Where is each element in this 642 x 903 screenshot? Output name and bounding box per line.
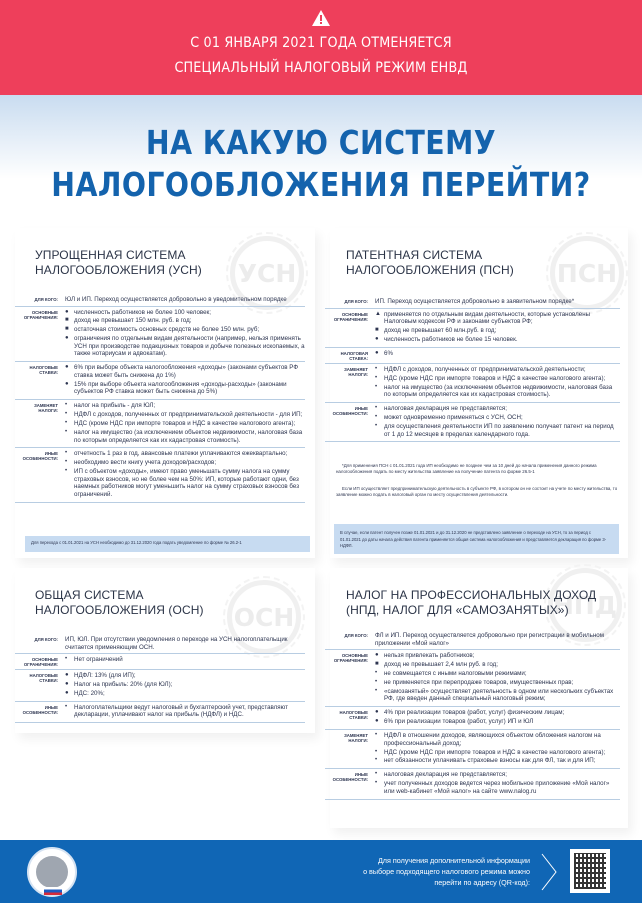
usn-replaces: НДС (кроме НДС при импорте товаров и НДС в качестве налогового агента); bbox=[74, 420, 296, 428]
npd-table: ДЛЯ КОГО: ФЛ и ИП. Переход осуществляется добровольно при регистрации в мобильном приложении «Мой налог» ОСНОВНЫЕ ОГРАНИЧЕНИЯ: ● нельзя привлекать работников; ■ доход не превышает 2,4 млн руб. в год; • не совмещается с иными налоговыми режимами; • не применяется при перепродаже товаров, имущественных прав; • «самозанятый» осуществляет деятельность в одном или нескольких субъектах РФ, где введен данный специальный налоговый режим; НАЛОГОВЫЕ СТАВКИ: ● 4% при реализации товаров (работ, услуг) физическим лицам; ● 6% при реализации товаров (работ, услуг) ИП и ЮЛ ЗАМЕНЯЕТ НАЛОГИ: • НДФЛ в отношении доходов, являющихся объектом обложения налогом на профессиональный доход; • НДС (кроме НДС при импорте товаров и НДС в качестве налогового агента); • нет обязанности уплачивать страховые взносы как для ФЛ, так и для ИП; ИНЫЕ ОСОБЕННОСТИ: • налоговая декларация не представляется; • учет полученных доходов ведется через мобильное приложение «Мой налог» или web-кабинет «Мой налог» на сайте www.nalog.ru bbox=[325, 630, 620, 800]
usn-replaces: налог на прибыль - для ЮЛ; bbox=[74, 402, 156, 410]
card-osn bbox=[15, 568, 315, 733]
banner-line-2: СПЕЦИАЛЬНЫЙ НАЛОГОВЫЙ РЕЖИМ ЕНВД bbox=[174, 60, 468, 76]
footer-bar bbox=[0, 840, 642, 903]
usn-note: Для перехода с 01.01.2021 на УСН необходимо до 31.12.2020 года подать уведомление по форме № 26.2-1 bbox=[25, 536, 310, 552]
npd-replaces: НДФЛ в отношении доходов, являющихся объектом обложения налогом на профессиональный доход; bbox=[384, 732, 601, 747]
psn-table: ДЛЯ КОГО: ИП. Переход осуществляется добровольно в заявительном порядке* ОСНОВНЫЕ ОГРАНИЧЕНИЯ: ▲ применяется по отдельным видам деятельности, которые установлены Налоговым кодексом РФ и законами субъектов РФ; ■ доход не превышает 60 млн.руб. в год; ● численность работников не более 15 человек. НАЛОГОВАЯ СТАВКА: ● 6% ЗАМЕНЯЕТ НАЛОГИ: • НДФЛ с доходов, полученных от предпринимательской деятельности; • НДС (кроме НДС при импорте товаров и НДС в качестве налогового агента); • налог на имущество (за исключением объектов недвижимости, налоговая база по которым определяется как их кадастровая стоимость). ИНЫЕ ОСОБЕННОСТИ: • налоговая декларация не представляется; • может одновременно применяться с УСН, ОСН; • для осуществления деятельности ИП по заявлению получает патент на период от 1 до 12 месяцев в пределах календарного года. bbox=[325, 296, 620, 442]
usn-replaces: налог на имущество (за исключением объектов недвижимости, налоговая база по которым определяется как их кадастровая стоимость). bbox=[74, 428, 303, 444]
label-other: ИНЫЕ ОСОБЕННОСТИ: bbox=[22, 451, 58, 462]
warning-icon: ▲ bbox=[375, 310, 381, 317]
qr-code[interactable] bbox=[570, 849, 610, 893]
percent-icon: ● bbox=[375, 709, 379, 716]
npd-limit: нельзя привлекать работников; bbox=[384, 652, 475, 660]
usn-limit: остаточная стоимость основных средств не более 150 млн. руб; bbox=[74, 326, 260, 334]
osn-title: ОБЩАЯ СИСТЕМА НАЛОГООБЛОЖЕНИЯ (ОСН) bbox=[35, 588, 204, 617]
footer-line: Для получения дополнительной информации bbox=[377, 856, 530, 865]
usn-rate: 6% при выборе объекта налогообложения «доходы» (законами субъектов РФ ставка может быть снижена до 1%) bbox=[74, 364, 299, 379]
label-limits: ОСНОВНЫЕ ОГРАНИЧЕНИЯ: bbox=[333, 311, 368, 322]
psn-replaces: налог на имущество (за исключением объектов недвижимости, налоговая база по которым определяется как их кадастровая стоимость). bbox=[384, 383, 613, 399]
psn-rate: 6% bbox=[384, 349, 393, 357]
percent-icon: ● bbox=[65, 380, 69, 387]
npd-replaces: НДС (кроме НДС при импорте товаров и НДС в качестве налогового агента); bbox=[384, 748, 606, 756]
psn-replaces: НДФЛ с доходов, полученных от предпринимательской деятельности; bbox=[384, 365, 586, 373]
people-icon: ● bbox=[375, 335, 379, 342]
percent-icon: ● bbox=[65, 689, 69, 696]
osn-other: Налогоплательщики ведут налоговый и бухгалтерский учет, представляют декларации, уплачивают налог на прибыль (НДФЛ) и НДС. bbox=[74, 703, 288, 719]
psn-limit: доход не превышает 60 млн.руб. в год; bbox=[384, 327, 497, 335]
label-for-whom: ДЛЯ КОГО: bbox=[34, 297, 58, 302]
money-icon: ■ bbox=[375, 661, 379, 668]
usn-replaces: НДФЛ с доходов, полученных от предпринимательской деятельности - для ИП; bbox=[74, 411, 303, 419]
label-rates: НАЛОГОВЫЕ СТАВКИ: bbox=[339, 710, 368, 721]
npd-rate: 6% при реализации товаров (работ, услуг) ИП и ЮЛ bbox=[384, 718, 534, 726]
footer-line: о выборе подходящего налогового режима можно bbox=[363, 867, 530, 876]
usn-limit: доход не превышает 150 млн. руб. в год; bbox=[74, 317, 192, 325]
footer-text bbox=[330, 855, 530, 888]
title-line-2: НАЛОГООБЛОЖЕНИЯ ПЕРЕЙТИ? bbox=[51, 165, 591, 204]
osn-rate: НДФЛ: 13% (для ИП); bbox=[74, 672, 136, 680]
top-banner bbox=[0, 0, 642, 95]
usn-limit: численность работников не более 100 человек; bbox=[74, 308, 211, 316]
psn-note: В случае, если патент получен позже 01.01.2021 и до 31.12.2020 не представлено заявление о переходе на УСН, то за период с 01.01.2021 до даты начала действия патента применяется общая система налогообложения и представляется декларация по форме 3-НДФЛ. bbox=[334, 524, 619, 554]
usn-rate: 15% при выборе объекта налогообложения «доходы-расходы» (законами субъектов РФ ставка может быть снижена до 5%) bbox=[74, 380, 287, 396]
fns-emblem-logo bbox=[27, 847, 77, 897]
npd-title: НАЛОГ НА ПРОФЕССИОНАЛЬНЫХ ДОХОД (НПД, НАЛОГ ДЛЯ «САМОЗАНЯТЫХ») bbox=[346, 588, 597, 617]
money-icon: ■ bbox=[65, 317, 69, 324]
percent-icon: ● bbox=[375, 349, 379, 356]
people-icon: ● bbox=[375, 652, 379, 659]
label-rate: НАЛОГОВАЯ СТАВКА: bbox=[340, 350, 368, 361]
label-limits: ОСНОВНЫЕ ОГРАНИЧЕНИЯ: bbox=[333, 653, 368, 664]
psn-limit: численность работников не более 15 человек. bbox=[384, 335, 518, 343]
usn-table: ДЛЯ КОГО: ЮЛ и ИП. Переход осуществляется добровольно в уведомительном порядке ОСНОВНЫЕ ОГРАНИЧЕНИЯ: ● численность работников не более 100 человек; ■ доход не превышает 150 млн. руб. в год; ■ остаточная стоимость основных средств не более 150 млн. руб; ● ограничения по отдельным видам деятельности (например, нельзя применять УСН при производстве подакцизных товаров и добыче полезных ископаемых, а также нотариусам и адвокатам). НАЛОГОВЫЕ СТАВКИ: ● 6% при выборе объекта налогообложения «доходы» (законами субъектов РФ ставка может быть снижена до 1%) ● 15% при выборе объекта налогообложения «доходы-расходы» (законами субъектов РФ ставка может быть снижена до 5%) ЗАМЕНЯЕТ НАЛОГИ: • налог на прибыль - для ЮЛ; • НДФЛ с доходов, полученных от предпринимательской деятельности - для ИП; • НДС (кроме НДС при импорте товаров и НДС в качестве налогового агента); • налог на имущество (за исключением объектов недвижимости, налоговая база по которым определяется как их кадастровая стоимость). ИНЫЕ ОСОБЕННОСТИ: • отчетность 1 раз в год, авансовые платежи уплачиваются ежеквартально; • необходимо вести книгу учета доходов/расходов; • ИП с объектом «доходы», имеют право уменьшать сумму налога на сумму страховых взносов, но не более чем на 50%: ИП, которые работают одни, без наемных работников могут уменьшить налог на сумму страховых взносов без ограничений. bbox=[15, 294, 305, 503]
psn-footnote-2: Если ИП осуществляет предпринимательскую деятельность в субъекте РФ, в котором он не состоит на учете по месту жительства, то заявление можно подать в налоговый орган по месту осуществления деятельности. bbox=[336, 486, 618, 497]
npd-stamp: НПД bbox=[548, 568, 622, 642]
label-replaces: ЗАМЕНЯЕТ НАЛОГИ: bbox=[34, 403, 58, 414]
label-other: ИНЫЕ ОСОБЕННОСТИ: bbox=[332, 772, 368, 783]
psn-footnote-1: *Для применения ПСН с 01.01.2021 года ИП необходимо не позднее чем за 10 дней до начала применения данного режима налогообложения подать по месту жительства заявление на получение патента по форме 26.5-1 bbox=[336, 463, 597, 474]
psn-stamp: ПСН bbox=[550, 236, 624, 310]
people-icon: ● bbox=[65, 308, 69, 315]
npd-replaces: нет обязанности уплачивать страховые взносы как для ФЛ, так и для ИП; bbox=[384, 757, 596, 765]
psn-other: для осуществления деятельности ИП по заявлению получает патент на период от 1 до 12 месяцев в пределах календарного года. bbox=[384, 422, 614, 438]
dot-icon: ● bbox=[65, 335, 69, 342]
label-for-whom: ДЛЯ КОГО: bbox=[34, 637, 58, 642]
card-usn bbox=[15, 228, 315, 558]
card-psn bbox=[330, 228, 628, 558]
npd-limit: «самозанятый» осуществляет деятельность в одном или нескольких субъектах РФ, где введен данный специальный налоговый режим; bbox=[384, 687, 614, 703]
osn-rate: Налог на прибыль: 20% (для ЮЛ); bbox=[74, 681, 173, 689]
usn-other: необходимо вести книгу учета доходов/расходов; bbox=[74, 459, 217, 467]
percent-icon: ● bbox=[65, 364, 69, 371]
usn-for-whom: ЮЛ и ИП. Переход осуществляется добровольно в уведомительном порядке bbox=[65, 296, 287, 303]
warning-triangle-icon bbox=[312, 10, 330, 26]
npd-limit: не совмещается с иными налоговыми режимами; bbox=[384, 669, 527, 677]
label-for-whom: ДЛЯ КОГО: bbox=[344, 633, 368, 638]
label-limits: ОСНОВНЫЕ ОГРАНИЧЕНИЯ: bbox=[23, 657, 58, 668]
percent-icon: ● bbox=[375, 718, 379, 725]
label-rates: НАЛОГОВЫЕ СТАВКИ: bbox=[29, 365, 58, 376]
osn-limit: Нет ограничений bbox=[74, 656, 123, 664]
usn-other: отчетность 1 раз в год, авансовые платежи уплачиваются ежеквартально; bbox=[74, 450, 288, 458]
usn-stamp: УСН bbox=[230, 236, 304, 310]
osn-stamp: ОСН bbox=[227, 580, 301, 654]
label-replaces: ЗАМЕНЯЕТ НАЛОГИ: bbox=[344, 366, 368, 377]
label-for-whom: ДЛЯ КОГО: bbox=[344, 299, 368, 304]
money-icon: ■ bbox=[375, 327, 379, 334]
banner-line-1: С 01 ЯНВАРЯ 2021 ГОДА ОТМЕНЯЕТСЯ bbox=[190, 35, 452, 51]
osn-table: ДЛЯ КОГО: ИП, ЮЛ. При отсутствии уведомления о переходе на УСН налогоплательщик считается применяющим ОСН. ОСНОВНЫЕ ОГРАНИЧЕНИЯ: • Нет ограничений НАЛОГОВЫЕ СТАВКИ: ● НДФЛ: 13% (для ИП); ● Налог на прибыль: 20% (для ЮЛ); ● НДС: 20%; ИНЫЕ ОСОБЕННОСТИ: • Налогоплательщики ведут налоговый и бухгалтерский учет, представляют декларации, уплачивают налог на прибыль (НДФЛ) и НДС. bbox=[15, 634, 305, 723]
usn-other: ИП с объектом «доходы», имеют право уменьшать сумму налога на сумму страховых взносов, но не более чем на 50%: ИП, которые работают одни, без наемных работников могут уменьшить налог на сумму страховых взносов без ограничений. bbox=[74, 468, 300, 499]
npd-rate: 4% при реализации товаров (работ, услуг) физическим лицам; bbox=[384, 709, 565, 717]
osn-rate: НДС: 20%; bbox=[74, 689, 105, 697]
npd-other: учет полученных доходов ведется через мобильное приложение «Мой налог» или web-кабинет «Мой налог» на сайте www.nalog.ru bbox=[384, 780, 610, 795]
psn-limit: применяется по отдельным видам деятельности, которые установлены Налоговым кодексом РФ и законами субъектов РФ; bbox=[384, 310, 591, 326]
npd-other: налоговая декларация не представляется; bbox=[384, 771, 507, 779]
label-limits: ОСНОВНЫЕ ОГРАНИЧЕНИЯ: bbox=[23, 309, 58, 320]
psn-other: налоговая декларация не представляется; bbox=[384, 405, 507, 413]
psn-replaces: НДС (кроме НДС при импорте товаров и НДС в качестве налогового агента); bbox=[384, 374, 606, 382]
npd-limit: не применяется при перепродаже товаров, имущественных прав; bbox=[384, 678, 574, 686]
label-other: ИНЫЕ ОСОБЕННОСТИ: bbox=[332, 406, 368, 417]
label-rates: НАЛОГОВЫЕ СТАВКИ: bbox=[29, 673, 58, 684]
npd-for-whom: ФЛ и ИП. Переход осуществляется добровольно при регистрации в мобильном приложении «Мой налог» bbox=[375, 632, 604, 647]
title-line-1: НА КАКУЮ СИСТЕМУ bbox=[145, 123, 497, 162]
npd-limit: доход не превышает 2,4 млн руб. в год; bbox=[384, 661, 498, 669]
osn-for-whom: ИП, ЮЛ. При отсутствии уведомления о переходе на УСН налогоплательщик считается применяющим ОСН. bbox=[65, 636, 288, 651]
money-icon: ■ bbox=[65, 326, 69, 333]
percent-icon: ● bbox=[65, 672, 69, 679]
usn-limit: ограничения по отдельным видам деятельности (например, нельзя применять УСН при производстве подакцизных товаров и добыче полезных ископаемых, а также нотариусам и адвокатам). bbox=[74, 335, 305, 358]
psn-other: может одновременно применяться с УСН, ОСН; bbox=[384, 414, 523, 422]
chevron-right-icon bbox=[540, 853, 558, 891]
psn-title: ПАТЕНТНАЯ СИСТЕМА НАЛОГООБЛОЖЕНИЯ (ПСН) bbox=[346, 248, 514, 277]
psn-for-whom: ИП. Переход осуществляется добровольно в заявительном порядке* bbox=[375, 298, 575, 305]
percent-icon: ● bbox=[65, 681, 69, 688]
label-other: ИНЫЕ ОСОБЕННОСТИ: bbox=[22, 704, 58, 715]
card-npd bbox=[330, 568, 628, 828]
footer-line: перейти по адресу (QR-код): bbox=[434, 878, 530, 887]
page-title bbox=[45, 122, 597, 206]
usn-title: УПРОЩЕННАЯ СИСТЕМА НАЛОГООБЛОЖЕНИЯ (УСН) bbox=[35, 248, 202, 277]
label-replaces: ЗАМЕНЯЕТ НАЛОГИ: bbox=[344, 733, 368, 744]
